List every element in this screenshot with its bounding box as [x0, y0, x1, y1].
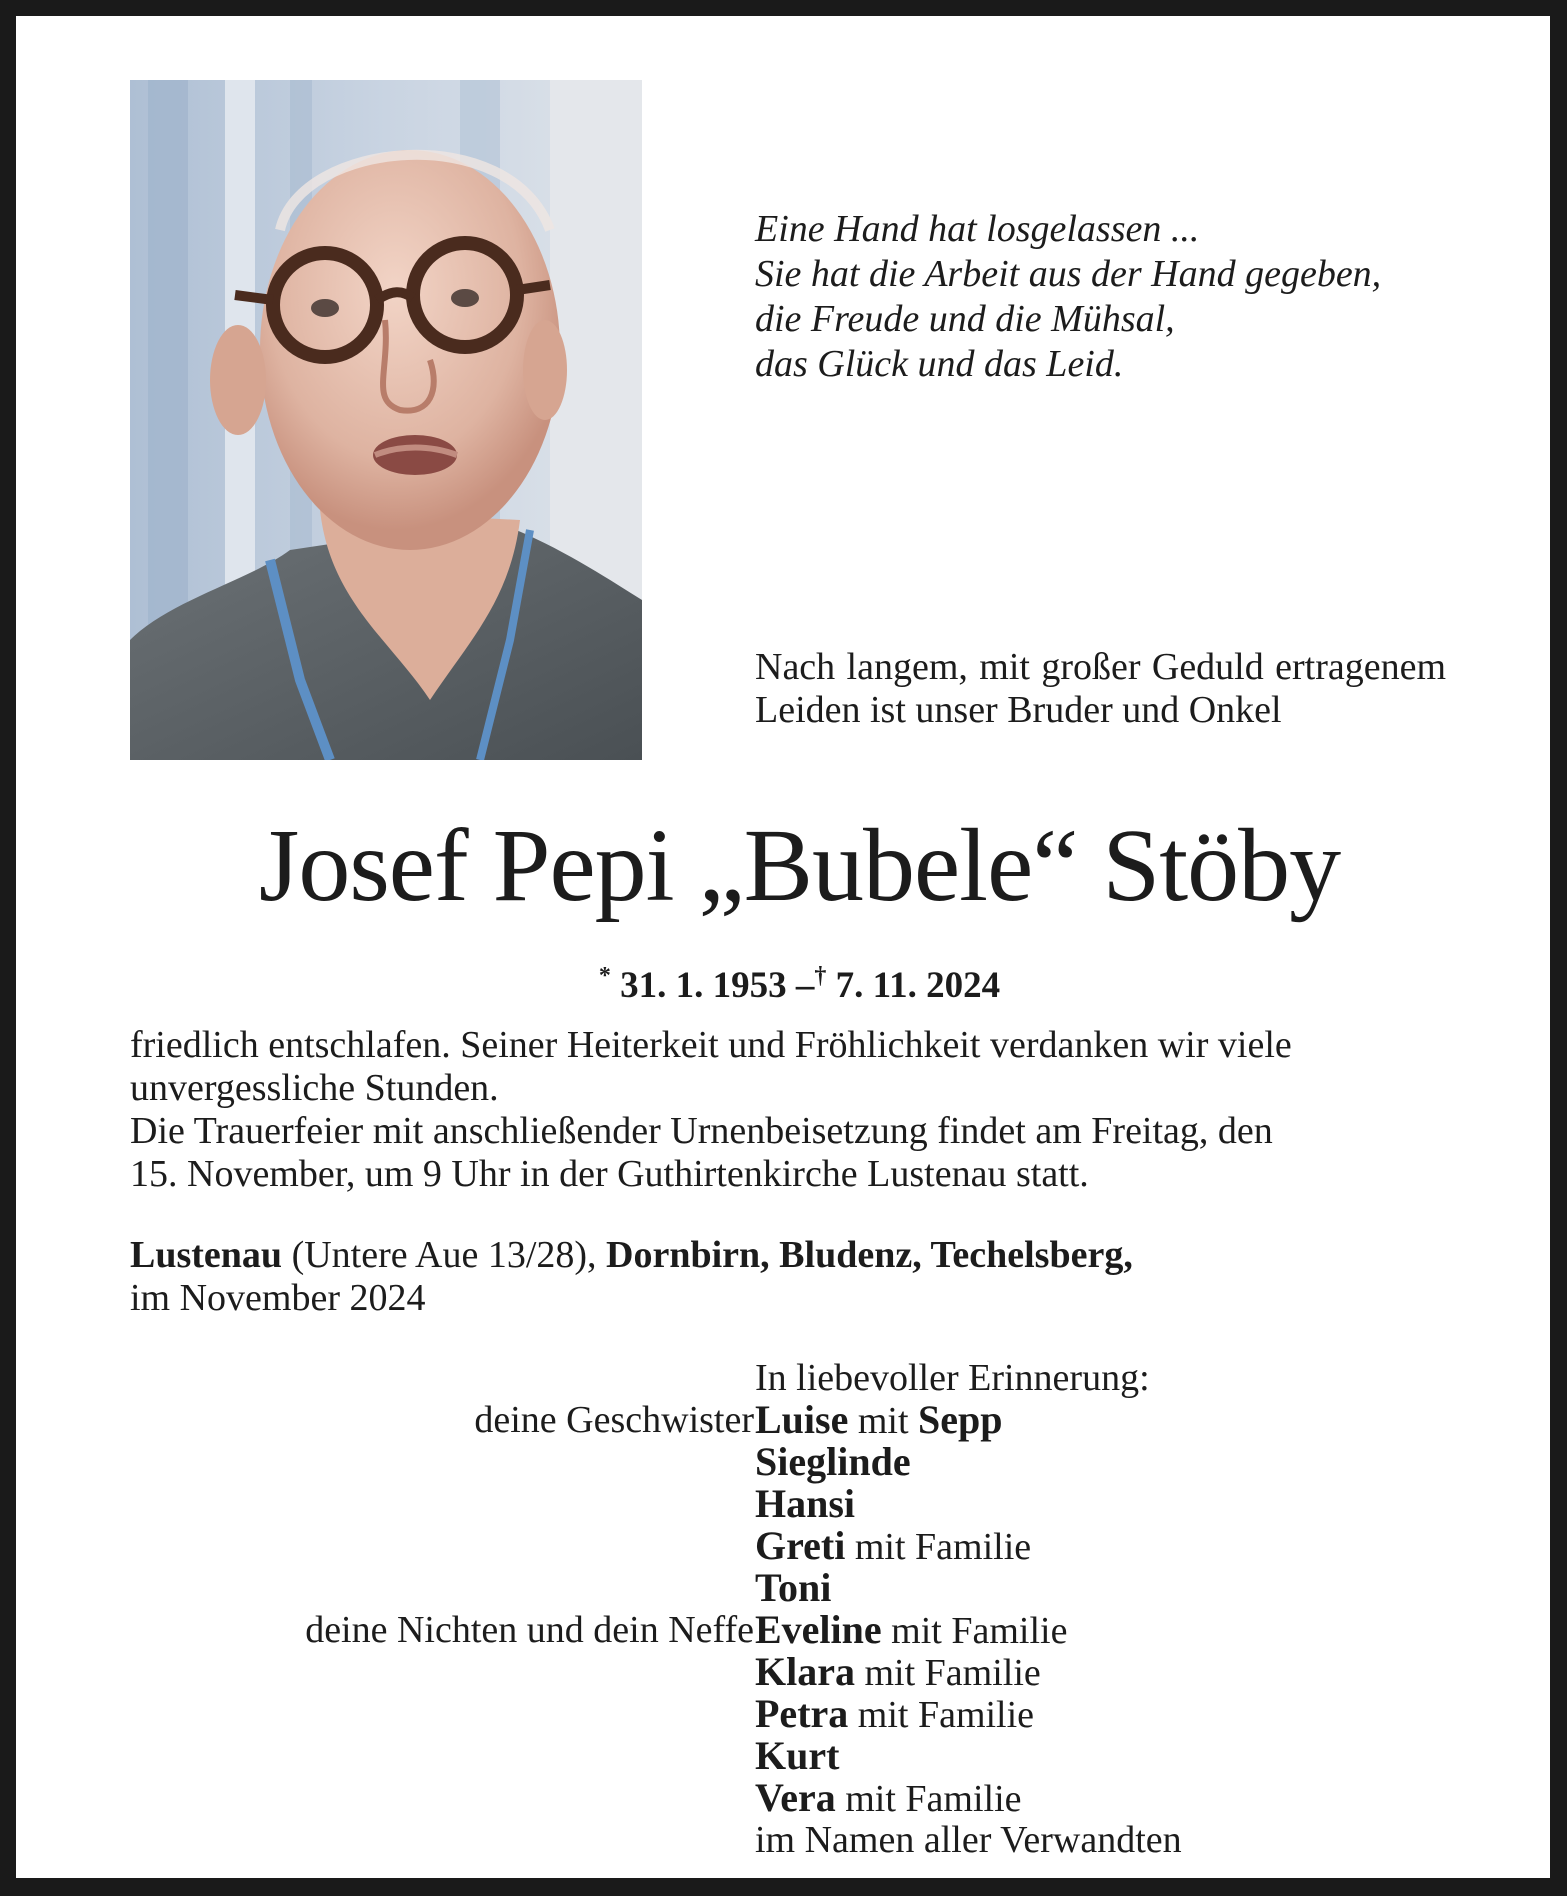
family-row	[16, 1693, 1516, 1735]
member-name: Hansi	[755, 1481, 856, 1526]
other-towns: Dornbirn, Bludenz, Techelsberg,	[606, 1234, 1133, 1276]
member-name: Sieglinde	[755, 1439, 911, 1484]
family-row	[16, 1483, 1516, 1525]
family-member	[755, 1441, 911, 1484]
family-member	[755, 1735, 839, 1778]
town: Lustenau	[130, 1234, 283, 1276]
family-row	[16, 1651, 1516, 1693]
member-suffix: mit Familie	[835, 1778, 1022, 1820]
family-member	[755, 1777, 1022, 1820]
family-row	[16, 1441, 1516, 1483]
family-row	[16, 1525, 1516, 1567]
life-dates	[16, 954, 1567, 1008]
family-row	[16, 1609, 1516, 1651]
birth-symbol: *	[598, 963, 611, 989]
portrait-photo	[130, 80, 642, 760]
member-name: Toni	[755, 1565, 832, 1610]
member-name: Petra	[755, 1691, 849, 1736]
body-line: unvergessliche Stunden.	[130, 1067, 499, 1109]
death-date: 7. 11. 2024	[835, 965, 1001, 1006]
member-suffix: mit	[848, 1400, 919, 1442]
family-row	[16, 1777, 1516, 1819]
address: (Untere Aue 13/28),	[291, 1234, 597, 1276]
member-partner: Sepp	[918, 1397, 1003, 1442]
family-member	[755, 1525, 1031, 1568]
member-name: Kurt	[755, 1733, 840, 1778]
family-member	[755, 1567, 831, 1610]
place-and-date	[130, 1234, 1460, 1320]
family-list	[16, 1399, 1516, 1861]
quote-line: die Freude und die Mühsal,	[755, 298, 1175, 340]
poem-quote	[755, 207, 1475, 387]
intro-text: Nach langem, mit großer Geduld ertragenem Leiden ist unser Bruder und Onkel	[755, 646, 1446, 731]
quote-line: Sie hat die Arbeit aus der Hand gegeben,	[755, 253, 1382, 295]
body-line: friedlich entschlafen. Seiner Heiterkeit und Fröhlichkeit verdanken wir viele	[130, 1024, 1292, 1066]
member-name: Vera	[755, 1775, 836, 1820]
member-name: Greti	[755, 1523, 846, 1568]
member-suffix: mit Familie	[845, 1526, 1032, 1568]
member-name: Klara	[755, 1649, 855, 1694]
relation-label: deine Geschwister	[474, 1399, 754, 1441]
closing-row	[16, 1819, 1516, 1861]
member-name: Eveline	[755, 1607, 882, 1652]
family-row	[16, 1399, 1516, 1441]
announcement-text	[130, 1024, 1460, 1196]
family-member	[755, 1483, 855, 1526]
deceased-name: Josef Pepi „Bubele“ Stöby	[258, 808, 1341, 923]
obituary-page	[16, 16, 1550, 1878]
family-member	[755, 1399, 1003, 1442]
month: im November 2024	[130, 1277, 426, 1319]
date-separator: –	[795, 965, 815, 1006]
closing-text: im Namen aller Verwandten	[755, 1819, 1182, 1861]
family-member	[755, 1609, 1067, 1652]
family-member	[755, 1651, 1041, 1694]
body-line: Die Trauerfeier mit anschließender Urnenbeisetzung findet am Freitag, den	[130, 1110, 1273, 1152]
member-name: Luise	[755, 1397, 849, 1442]
family-row	[16, 1735, 1516, 1777]
relation-label: deine Nichten und dein Neffe	[305, 1609, 754, 1651]
quote-line: das Glück und das Leid.	[755, 343, 1124, 385]
birth-date: 31. 1. 1953	[620, 965, 787, 1006]
member-suffix: mit Familie	[854, 1652, 1041, 1694]
family-member	[755, 1693, 1034, 1736]
death-symbol: †	[814, 963, 827, 989]
member-suffix: mit Familie	[848, 1694, 1035, 1736]
family-row	[16, 1567, 1516, 1609]
quote-line: Eine Hand hat losgelassen ...	[755, 208, 1200, 250]
memory-heading: In liebevoller Erinnerung:	[755, 1357, 1150, 1399]
member-suffix: mit Familie	[881, 1610, 1068, 1652]
body-line: 15. November, um 9 Uhr in der Guthirtenkirche Lustenau statt.	[130, 1153, 1089, 1195]
